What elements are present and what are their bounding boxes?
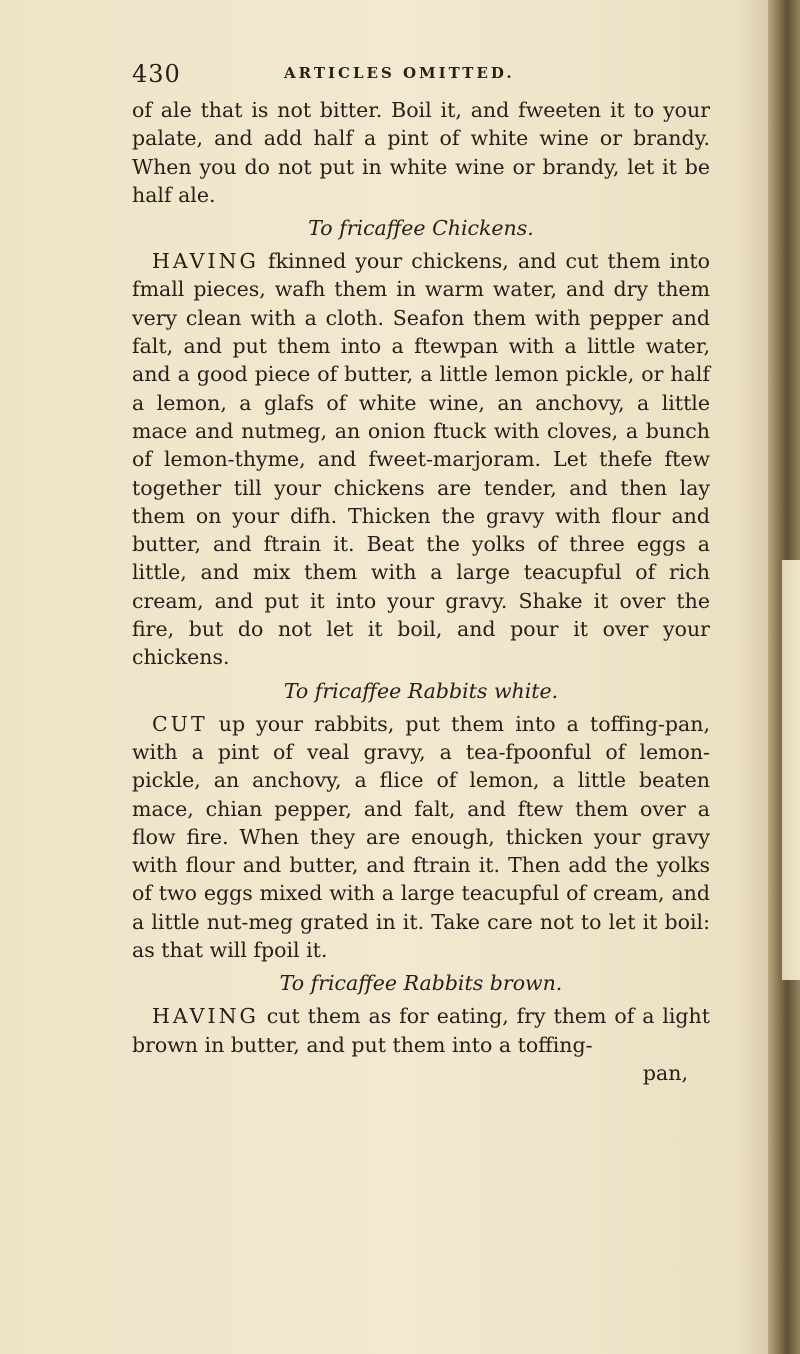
recipe-title-rabbits-brown: To fricaffee Rabbits brown. xyxy=(279,971,563,996)
recipe-title-chickens: To fricaffee Chickens. xyxy=(308,216,534,241)
recipe-paragraph-rabbits-brown xyxy=(132,1002,710,1059)
intro-paragraph: of ale that is not bitter. Boil it, and fweeten it to your palate, and add half a pint of white wine or brandy. When you do not put in white wine or brandy, let it be half ale. xyxy=(132,98,710,207)
recipe-lead-word: CUT xyxy=(152,711,208,736)
catchword: pan, xyxy=(642,1060,688,1085)
recipe-lead-word: HAVING xyxy=(152,1004,259,1029)
recipe-lead-word: HAVING xyxy=(152,249,259,274)
recipe-paragraph-chickens xyxy=(132,247,710,671)
page-edge-highlight xyxy=(782,560,800,980)
recipe-paragraph-rabbits-white xyxy=(132,710,710,965)
page-header xyxy=(132,60,712,90)
page-body xyxy=(132,96,710,1087)
running-head: ARTICLES OMITTED. xyxy=(284,64,515,82)
recipe-text: up your rabbits, put them into a toffing-pan, with a pint of veal gravy, a tea-fpoonful of lemon-pickle, an anchovy, a flice of lemon, a little beaten mace, chian pepper, and falt, and ftew them over a flow fire. When they are enough, thicken your gravy with flour and butter, and ftrain it. Then add the yolks of two eggs mixed with a large teacupful of cream, and a little nut-meg grated in it. Take care not to let it boil: as that will fpoil it. xyxy=(132,711,710,963)
recipe-text: fkinned your chickens, and cut them into fmall pieces, wafh them in warm water, and dry them very clean with a cloth. Seafon them with pepper and falt, and put them into a ftewpan with a little water, and a good piece of butter, a little lemon pickle, or half a lemon, a glafs of white wine, an anchovy, a little mace and nutmeg, an onion ftuck with cloves, a bunch of lemon-thyme, and fweet-marjoram. Let thefe ftew together till your chickens are tender, and then lay them on your difh. Thicken the gravy with flour and butter, and ftrain it. Beat the yolks of three eggs a little, and mix them with a large teacupful of rich cream, and put it into your gravy. Shake it over the fire, but do not let it boil, and pour it over your chickens. xyxy=(132,249,710,670)
page-number: 430 xyxy=(132,60,181,88)
recipe-title-rabbits-white: To fricaffee Rabbits white. xyxy=(283,678,559,703)
recipe-text: cut them as for eating, fry them of a light brown in butter, and put them into a toffing- xyxy=(132,1004,710,1057)
